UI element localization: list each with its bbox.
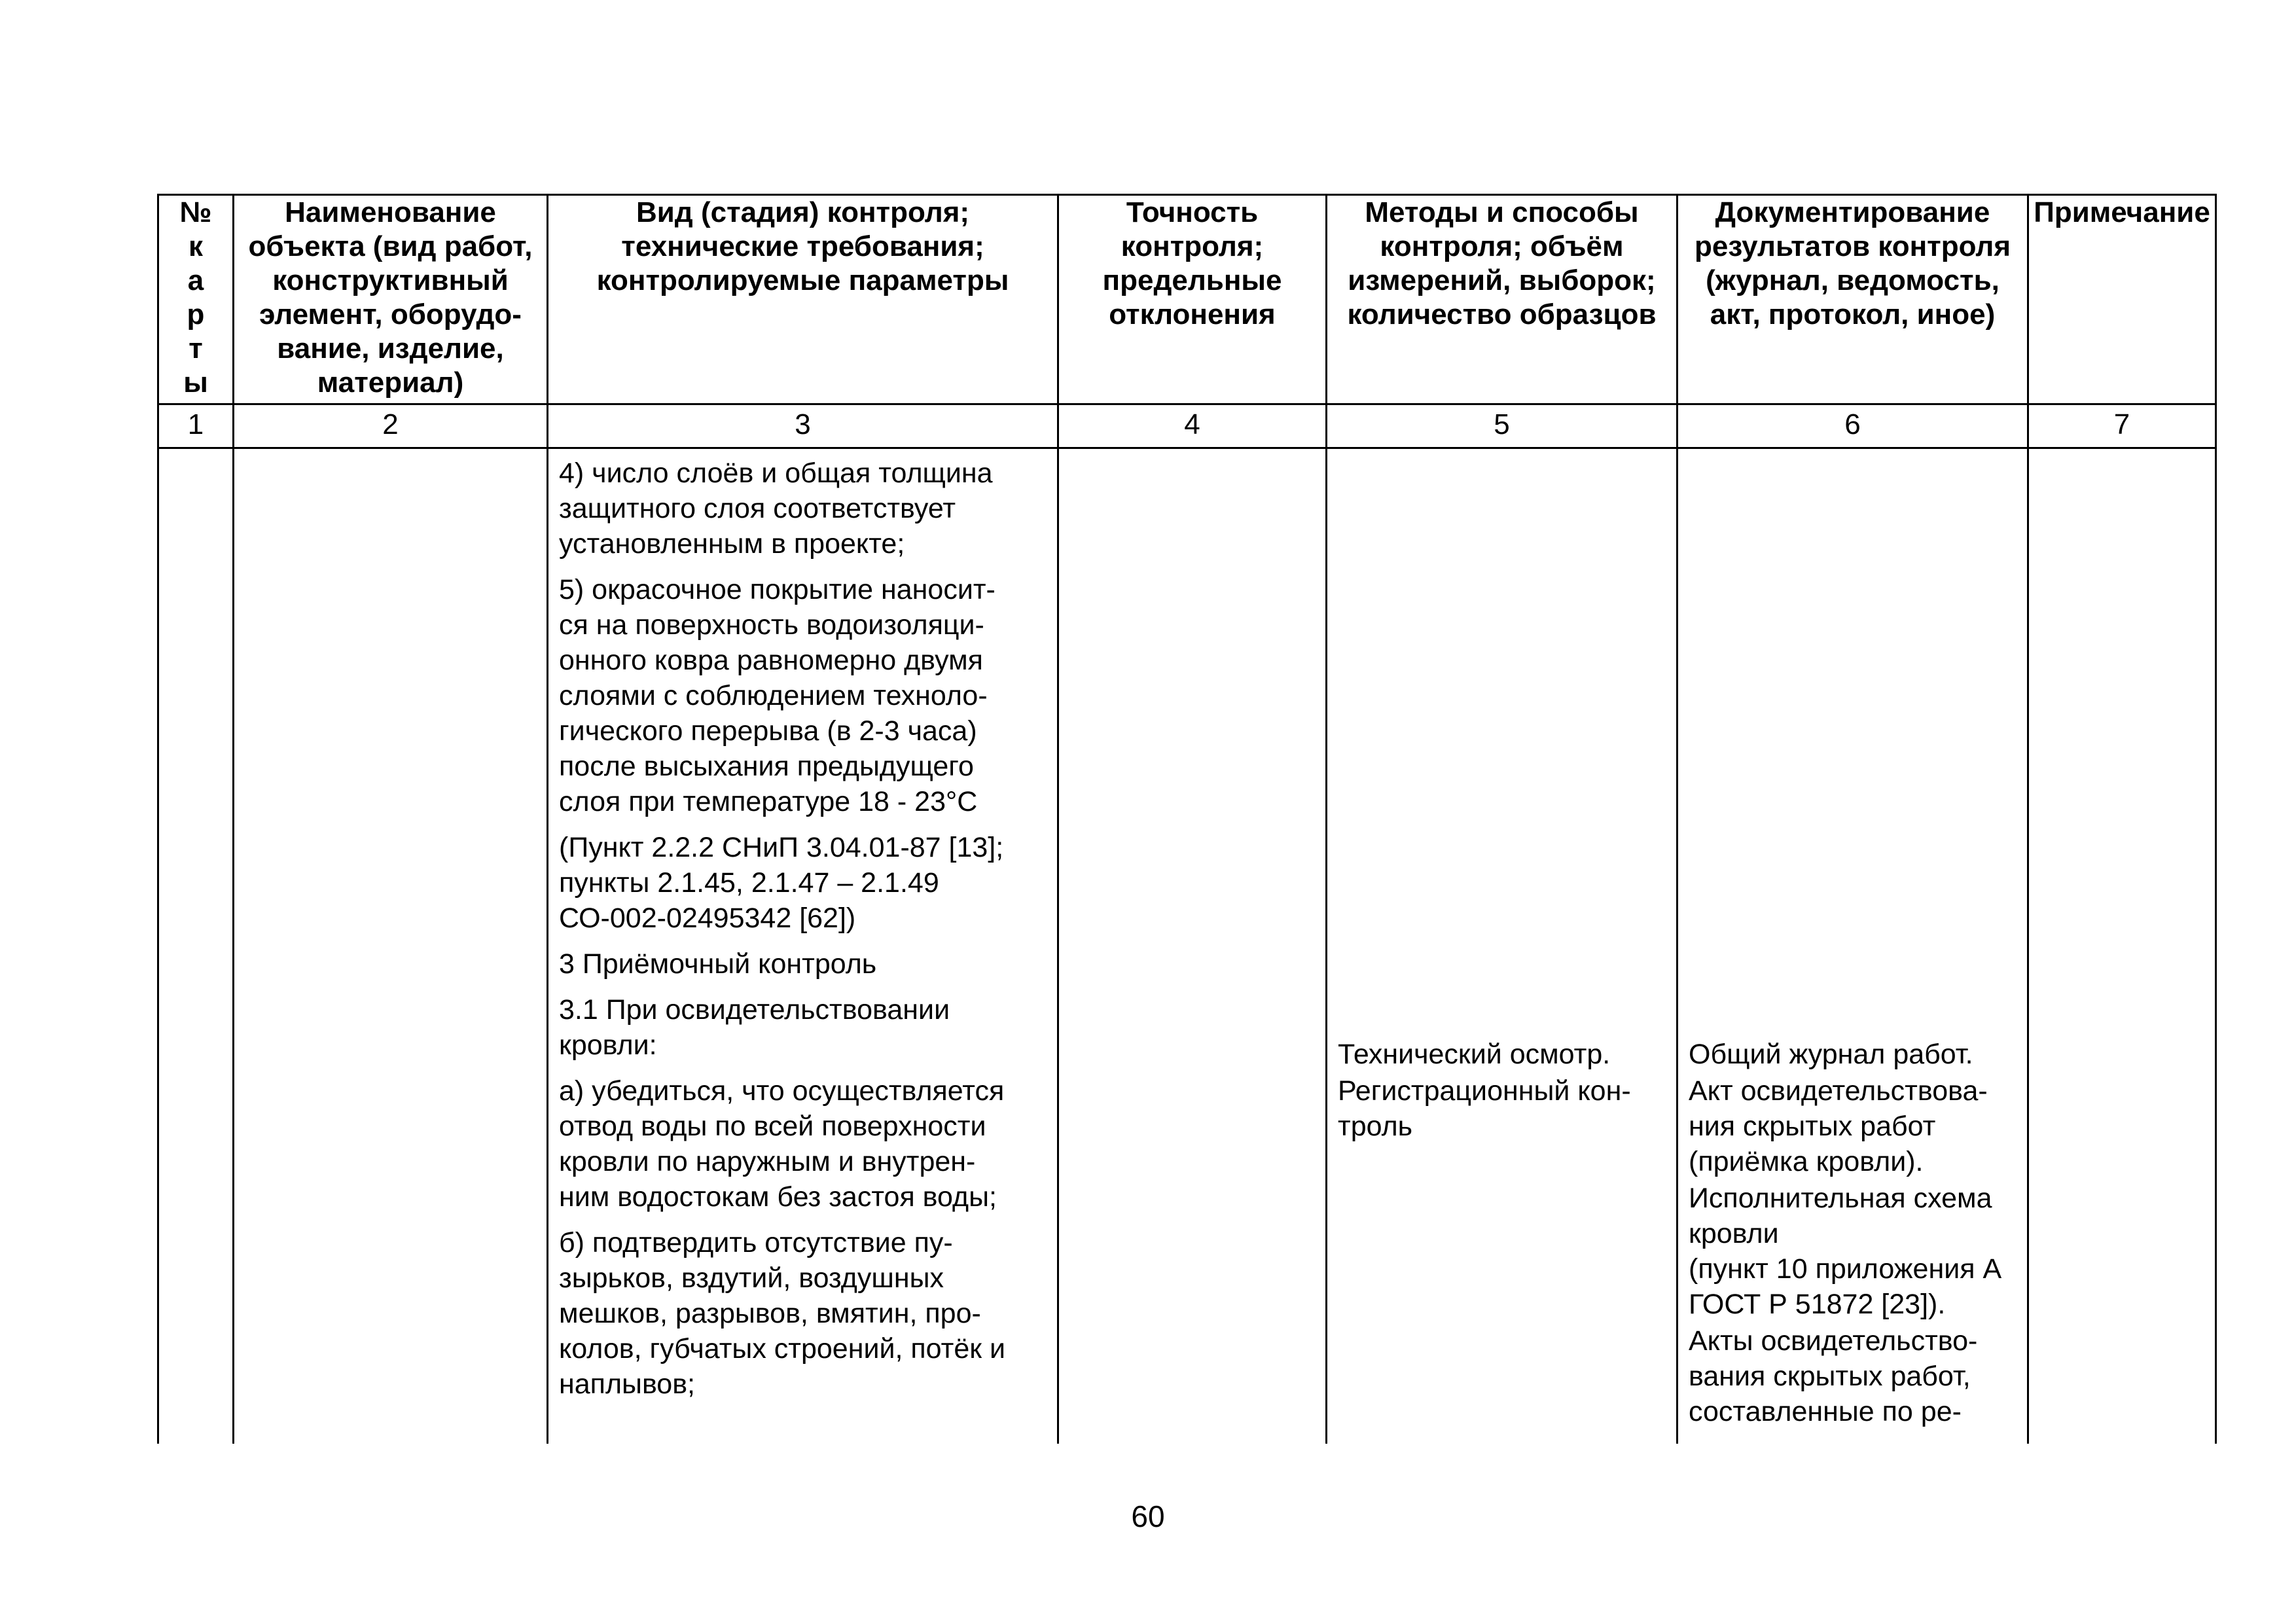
column-number: 2 — [234, 404, 548, 448]
text-line: колов, губчатых строений, потёк и — [559, 1333, 1006, 1364]
header-text: р — [187, 298, 205, 330]
text-line: кровли: — [559, 1029, 657, 1061]
header-text: объекта (вид работ, — [248, 230, 533, 262]
requirement-a — [559, 1073, 1047, 1215]
header-text: (журнал, ведомость, — [1706, 264, 2000, 296]
text-line: 3.1 При освидетельствовании — [559, 994, 950, 1026]
header-card-number — [158, 195, 234, 404]
text-line: кровли — [1689, 1218, 1779, 1249]
text-line: а) убедиться, что осуществляется — [559, 1075, 1005, 1107]
doc-general-journal — [1689, 1037, 2017, 1072]
text-line: троль — [1338, 1111, 1413, 1142]
requirement-3-1 — [559, 992, 1047, 1063]
requirement-b — [559, 1225, 1047, 1402]
control-table — [157, 194, 2217, 1444]
header-text: Вид (стадия) контроля; — [636, 196, 970, 228]
header-text: а — [187, 264, 204, 296]
doc-hidden-works-act — [1689, 1073, 2017, 1179]
header-row — [158, 195, 2216, 404]
text-line: слоя при температуре 18 - 23°С — [559, 786, 978, 817]
text-line: онного ковра равномерно двумя — [559, 645, 983, 676]
header-text: количество образцов — [1347, 298, 1657, 330]
header-text: Документирование — [1715, 196, 1990, 228]
text-line: ся на поверхность водоизоляци- — [559, 609, 984, 641]
text-line: 3 Приёмочный контроль — [559, 948, 877, 980]
header-text: предельные — [1102, 264, 1282, 296]
text-line: мешков, разрывов, вмятин, про- — [559, 1298, 981, 1329]
text-line: Общий журнал работ. — [1689, 1039, 1973, 1070]
requirement-5 — [559, 572, 1047, 819]
text-line: отвод воды по всей поверхности — [559, 1111, 986, 1142]
note-cell — [2028, 448, 2216, 1444]
header-text: к — [188, 230, 204, 262]
header-text: вание, изделие, — [277, 332, 504, 365]
text-line: ГОСТ Р 51872 [23]). — [1689, 1289, 1946, 1320]
text-line: зырьков, вздутий, воздушных — [559, 1262, 944, 1294]
doc-hidden-works-acts — [1689, 1323, 2017, 1429]
header-text: измерений, выборок; — [1348, 264, 1656, 296]
requirement-4 — [559, 455, 1047, 562]
text-line: Исполнительная схема — [1689, 1183, 1992, 1214]
header-text: контроля; — [1121, 230, 1264, 262]
accuracy-cell — [1058, 448, 1327, 1444]
text-line: ним водостокам без застоя воды; — [559, 1181, 997, 1213]
text-line: защитного слоя соответствует — [559, 493, 956, 524]
header-text: отклонения — [1109, 298, 1276, 330]
header-text: Точность — [1126, 196, 1259, 228]
column-number-row — [158, 404, 2216, 448]
text-line: (приёмка кровли). — [1689, 1146, 1924, 1177]
header-text: № — [179, 196, 212, 228]
text-line: Акт освидетельствова- — [1689, 1075, 1988, 1107]
text-line: (пункт 10 приложения А — [1689, 1253, 2002, 1285]
card-number-cell — [158, 448, 234, 1444]
header-text: ы — [183, 366, 208, 399]
content-row — [158, 448, 2216, 1444]
header-text: Примечание — [2034, 196, 2210, 228]
normative-reference — [559, 830, 1047, 936]
header-object-name — [234, 195, 548, 404]
page-number: 60 — [1131, 1499, 1165, 1533]
text-line: после высыхания предыдущего — [559, 751, 974, 782]
header-control-type — [548, 195, 1058, 404]
header-accuracy — [1058, 195, 1327, 404]
text-line: Акты освидетельство- — [1689, 1325, 1978, 1357]
text-line: слоями с соблюдением техноло- — [559, 680, 988, 711]
column-number: 3 — [548, 404, 1058, 448]
header-text: результатов контроля — [1694, 230, 2011, 262]
text-line: (Пункт 2.2.2 СНиП 3.04.01-87 [13]; — [559, 832, 1004, 863]
column-number: 4 — [1058, 404, 1327, 448]
header-text: конструктивный — [272, 264, 509, 296]
header-documentation — [1677, 195, 2028, 404]
text-line: 5) окрасочное покрытие наносит- — [559, 574, 996, 605]
column-number: 5 — [1327, 404, 1677, 448]
method-registration-control — [1338, 1073, 1666, 1144]
column-number: 1 — [158, 404, 234, 448]
object-name-cell — [234, 448, 548, 1444]
header-text: Наименование — [285, 196, 496, 228]
header-text: материал) — [317, 366, 464, 399]
text-line: установленным в проекте; — [559, 528, 905, 560]
text-line: составленные по ре- — [1689, 1396, 1962, 1427]
column-number: 6 — [1677, 404, 2028, 448]
column-number: 7 — [2028, 404, 2216, 448]
text-line: кровли по наружным и внутрен- — [559, 1146, 976, 1177]
documentation-cell — [1677, 448, 2028, 1444]
text-line: наплывов; — [559, 1368, 696, 1400]
text-line: гического перерыва (в 2-3 часа) — [559, 715, 977, 747]
text-line: пункты 2.1.45, 2.1.47 – 2.1.49 — [559, 867, 939, 899]
text-line: Технический осмотр. — [1338, 1039, 1611, 1070]
header-methods — [1327, 195, 1677, 404]
header-text: контролируемые параметры — [596, 264, 1009, 296]
header-note — [2028, 195, 2216, 404]
text-line: вания скрытых работ, — [1689, 1361, 1971, 1392]
header-text: технические требования; — [621, 230, 984, 262]
methods-cell — [1327, 448, 1677, 1444]
text-line: Регистрационный кон- — [1338, 1075, 1631, 1107]
text-line: СО-002-02495342 [62]) — [559, 902, 856, 934]
control-requirements-cell — [548, 448, 1058, 1444]
header-text: элемент, оборудо- — [259, 298, 522, 330]
method-technical-inspection — [1338, 1037, 1666, 1072]
control-table-wrapper — [157, 194, 2217, 1444]
header-text: Методы и способы — [1365, 196, 1639, 228]
doc-executive-scheme — [1689, 1181, 2017, 1322]
header-text: акт, протокол, иное) — [1710, 298, 1996, 330]
text-line: ния скрытых работ — [1689, 1111, 1936, 1142]
section-acceptance-control — [559, 946, 1047, 982]
text-line: б) подтвердить отсутствие пу- — [559, 1227, 953, 1258]
header-text: т — [188, 332, 203, 365]
header-text: контроля; объём — [1380, 230, 1624, 262]
text-line: 4) число слоёв и общая толщина — [559, 457, 993, 489]
